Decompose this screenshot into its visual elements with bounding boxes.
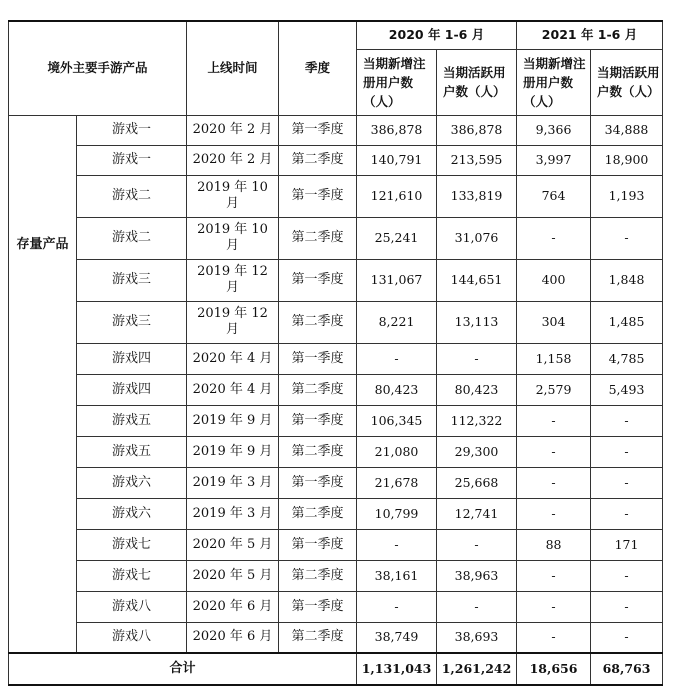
quarter: 第二季度 [279,217,357,259]
user-data-table [8,20,663,686]
category-cell-continued [9,374,77,653]
active-2021: 5,493 [591,374,663,405]
active-2020: 144,651 [437,259,517,301]
game-name: 游戏六 [77,498,187,529]
table-row [9,436,663,467]
new-2021: 400 [517,259,591,301]
new-2020: 106,345 [357,405,437,436]
new-2020: 131,067 [357,259,437,301]
table-row [9,259,663,301]
table-row [9,498,663,529]
game-name: 游戏二 [77,217,187,259]
quarter: 第二季度 [279,301,357,343]
game-name: 游戏六 [77,467,187,498]
table-row [9,343,663,374]
active-2021: 34,888 [591,115,663,145]
new-2020: - [357,591,437,622]
total-label: 合计 [9,653,357,685]
new-2020: 8,221 [357,301,437,343]
table-row [9,145,663,175]
category-label: 存量产品 [9,115,77,374]
launch-date: 2020 年 4 月 [187,374,279,405]
table-row [9,529,663,560]
game-name: 游戏七 [77,529,187,560]
quarter: 第二季度 [279,436,357,467]
new-2021: - [517,467,591,498]
table-row [9,301,663,343]
quarter: 第一季度 [279,467,357,498]
new-2021: - [517,560,591,591]
new-2020: 121,610 [357,175,437,217]
total-active-2021: 68,763 [591,653,663,685]
new-2021: - [517,436,591,467]
quarter: 第一季度 [279,405,357,436]
active-2020: 31,076 [437,217,517,259]
game-name: 游戏四 [77,374,187,405]
active-2021: 1,848 [591,259,663,301]
launch-date: 2019 年 12 月 [187,301,279,343]
active-2020: 133,819 [437,175,517,217]
active-2020: - [437,591,517,622]
new-2021: 764 [517,175,591,217]
header-2021-new: 当期新增注册用户数（人） [517,49,591,115]
launch-date: 2020 年 4 月 [187,343,279,374]
new-2020: - [357,343,437,374]
quarter: 第二季度 [279,622,357,653]
game-name: 游戏五 [77,405,187,436]
new-2020: 25,241 [357,217,437,259]
active-2021: - [591,436,663,467]
active-2020: 12,741 [437,498,517,529]
launch-date: 2019 年 12 月 [187,259,279,301]
header-2020: 2020 年 1-6 月 [357,21,517,49]
quarter: 第二季度 [279,498,357,529]
quarter: 第一季度 [279,115,357,145]
launch-date: 2019 年 3 月 [187,467,279,498]
table-row [9,560,663,591]
active-2021: - [591,498,663,529]
header-row-1 [9,21,663,49]
active-2020: 80,423 [437,374,517,405]
table-row [9,405,663,436]
quarter: 第一季度 [279,343,357,374]
table-row [9,115,663,145]
active-2021: 4,785 [591,343,663,374]
quarter: 第二季度 [279,374,357,405]
quarter: 第二季度 [279,560,357,591]
active-2021: - [591,405,663,436]
total-new-2021: 18,656 [517,653,591,685]
new-2020: 10,799 [357,498,437,529]
table-row [9,467,663,498]
active-2020: 112,322 [437,405,517,436]
game-name: 游戏五 [77,436,187,467]
header-launch: 上线时间 [187,21,279,115]
launch-date: 2020 年 6 月 [187,591,279,622]
game-name: 游戏七 [77,560,187,591]
header-2021-active: 当期活跃用户数（人） [591,49,663,115]
quarter: 第二季度 [279,145,357,175]
launch-date: 2019 年 3 月 [187,498,279,529]
active-2020: 213,595 [437,145,517,175]
new-2021: 3,997 [517,145,591,175]
new-2021: 2,579 [517,374,591,405]
active-2020: 13,113 [437,301,517,343]
quarter: 第一季度 [279,591,357,622]
header-product: 境外主要手游产品 [9,21,187,115]
new-2021: 1,158 [517,343,591,374]
new-2020: 140,791 [357,145,437,175]
header-quarter: 季度 [279,21,357,115]
active-2021: 1,193 [591,175,663,217]
launch-date: 2020 年 5 月 [187,560,279,591]
active-2021: 1,485 [591,301,663,343]
new-2021: - [517,405,591,436]
launch-date: 2020 年 5 月 [187,529,279,560]
new-2021: - [517,622,591,653]
active-2020: 25,668 [437,467,517,498]
game-name: 游戏三 [77,259,187,301]
new-2021: 9,366 [517,115,591,145]
launch-date: 2019 年 9 月 [187,405,279,436]
table-row [9,217,663,259]
active-2021: - [591,467,663,498]
game-name: 游戏二 [77,175,187,217]
active-2020: 38,693 [437,622,517,653]
active-2020: - [437,529,517,560]
new-2021: 88 [517,529,591,560]
launch-date: 2020 年 2 月 [187,115,279,145]
active-2021: - [591,560,663,591]
new-2020: 386,878 [357,115,437,145]
game-name: 游戏一 [77,115,187,145]
launch-date: 2019 年 9 月 [187,436,279,467]
total-row [9,653,663,685]
header-2021: 2021 年 1-6 月 [517,21,663,49]
launch-date: 2020 年 2 月 [187,145,279,175]
new-2021: - [517,591,591,622]
new-2020: 38,161 [357,560,437,591]
active-2020: - [437,343,517,374]
launch-date: 2019 年 10 月 [187,217,279,259]
new-2021: - [517,217,591,259]
game-name: 游戏三 [77,301,187,343]
table-row [9,175,663,217]
active-2020: 29,300 [437,436,517,467]
launch-date: 2019 年 10 月 [187,175,279,217]
game-name: 游戏八 [77,591,187,622]
table-row [9,374,663,405]
new-2020: 21,678 [357,467,437,498]
new-2020: 21,080 [357,436,437,467]
active-2021: - [591,591,663,622]
quarter: 第一季度 [279,529,357,560]
active-2021: 18,900 [591,145,663,175]
game-name: 游戏四 [77,343,187,374]
game-name: 游戏八 [77,622,187,653]
active-2020: 38,963 [437,560,517,591]
new-2021: - [517,498,591,529]
launch-date: 2020 年 6 月 [187,622,279,653]
new-2020: - [357,529,437,560]
total-active-2020: 1,261,242 [437,653,517,685]
table-row [9,591,663,622]
new-2020: 80,423 [357,374,437,405]
active-2021: 171 [591,529,663,560]
active-2020: 386,878 [437,115,517,145]
new-2020: 38,749 [357,622,437,653]
quarter: 第一季度 [279,259,357,301]
quarter: 第一季度 [279,175,357,217]
active-2021: - [591,622,663,653]
new-2021: 304 [517,301,591,343]
active-2021: - [591,217,663,259]
table-row [9,622,663,653]
total-new-2020: 1,131,043 [357,653,437,685]
header-2020-new: 当期新增注册用户数（人） [357,49,437,115]
game-name: 游戏一 [77,145,187,175]
header-2020-active: 当期活跃用户数（人） [437,49,517,115]
